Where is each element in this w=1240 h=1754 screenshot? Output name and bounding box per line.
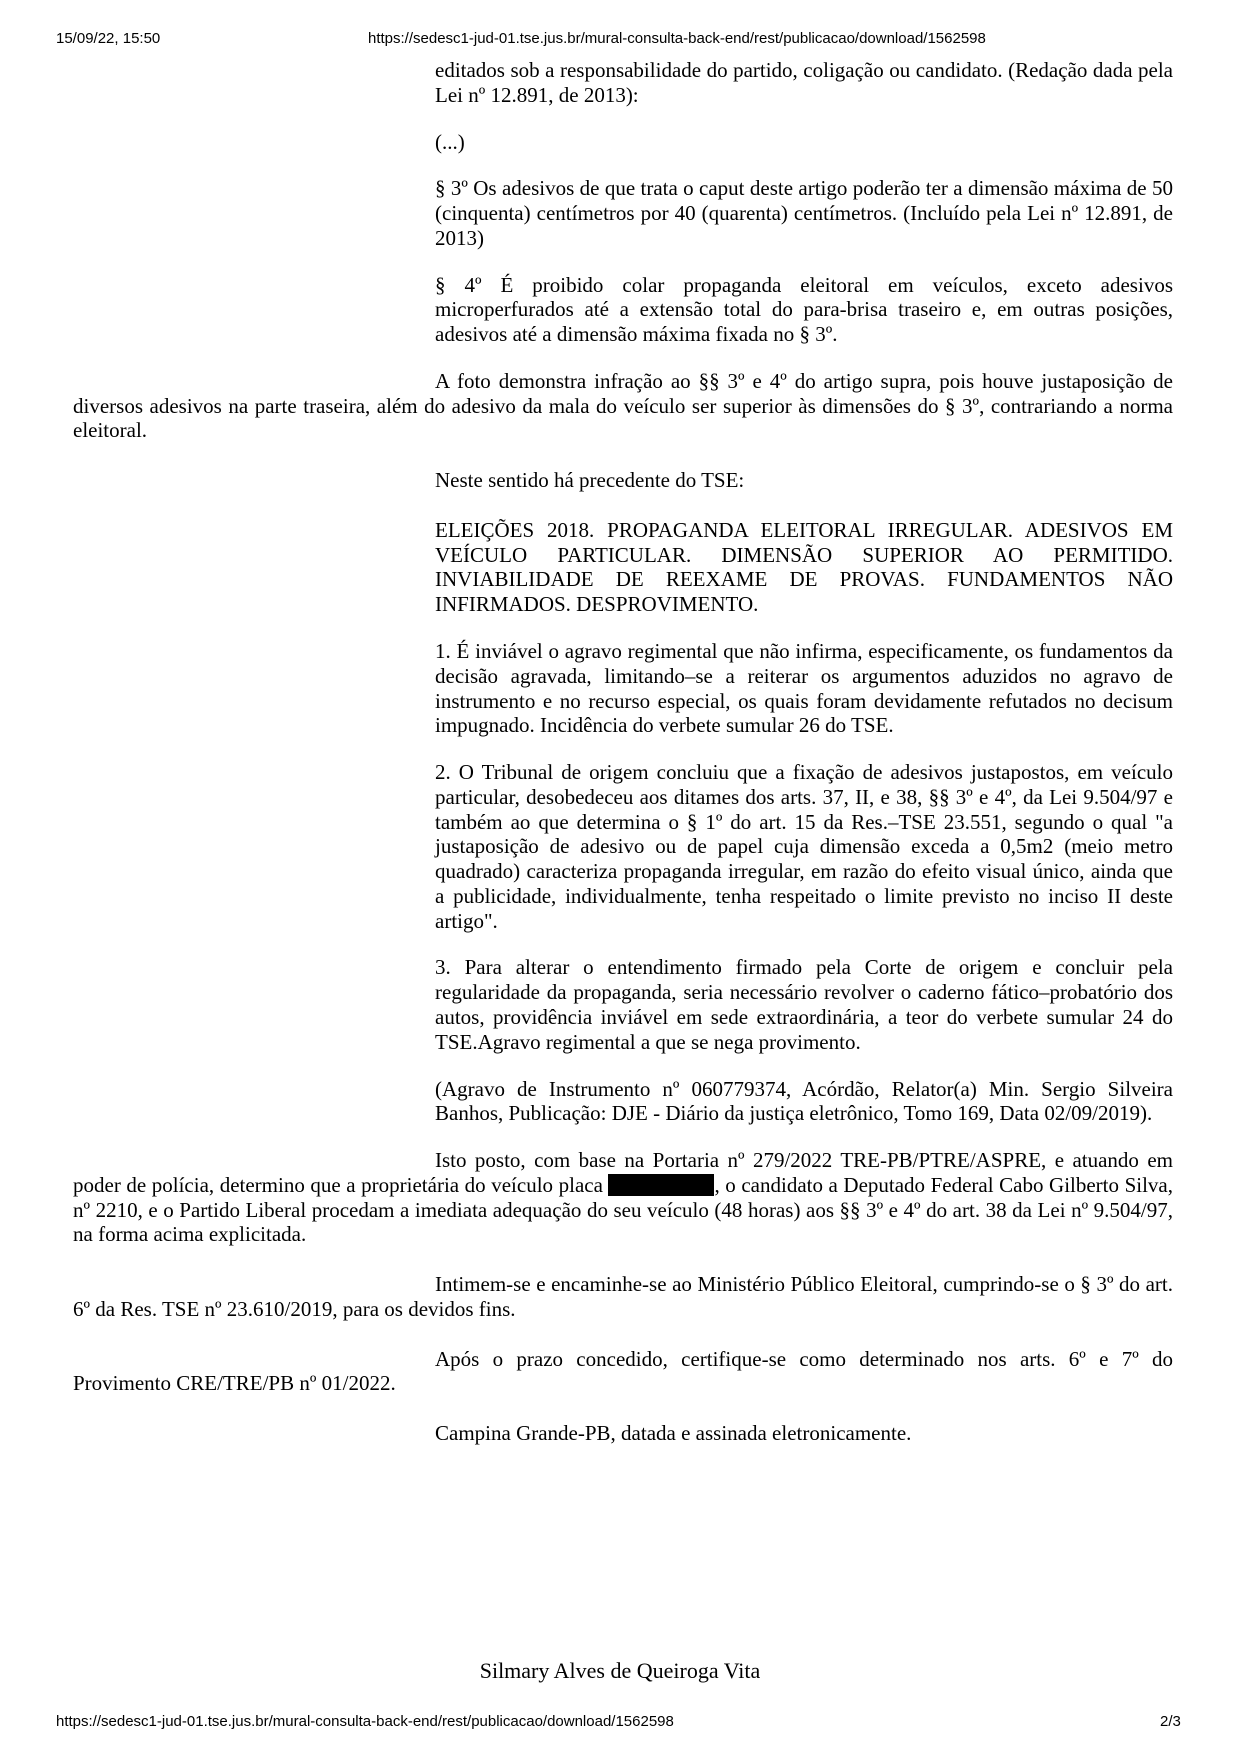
precedent-citation: (Agravo de Instrumento nº 060779374, Acórdão, Relator(a) Min. Sergio Silveira Banhos, Publicação: DJE - Diário da justiça eletrônico, Tomo 169, Data 02/09/2019). xyxy=(435,1076,1173,1126)
footer-url: https://sedesc1-jud-01.tse.jus.br/mural-consulta-back-end/rest/publicacao/download/1562598 xyxy=(56,1713,674,1730)
law-quote-paragraph-4: § 4º É proibido colar propaganda eleitoral em veículos, exceto adesivos microperfurados até a extensão total do para-brisa traseiro e, em outras posições, adesivos até a dimensão máxima fixada no § 3º. xyxy=(435,272,1173,347)
decision-paragraph xyxy=(73,1148,1173,1247)
decision-text-start: Isto posto, com base na Portaria nº 279/2022 TRE-PB/PTRE/ASPRE, e atuando em poder de polícia, determino que a proprietária do veículo placa xyxy=(73,1148,1173,1197)
precedent-item-2: 2. O Tribunal de origem concluiu que a fixação de adesivos justapostos, em veículo particular, desobedeceu aos ditames dos arts. 37, II, e 38, §§ 3º e 4º, da Lei 9.504/97 e também ao que determina o § 1º do art. 15 da Res.–TSE 23.551, segundo o qual "a justaposição de adesivo ou de papel cuja dimensão exceda a 0,5m2 (meio metro quadrado) caracteriza propaganda irregular, em razão do efeito visual único, ainda que a publicidade, individualmente, tenha respeitado o limite previsto no inciso II deste artigo". xyxy=(435,760,1173,933)
page-number: 2/3 xyxy=(1160,1713,1181,1730)
precedent-item-3: 3. Para alterar o entendimento firmado pela Corte de origem e concluir pela regularidade da propaganda, seria necessário revolver o caderno fático–probatório dos autos, providência inviável em sede extraordinária, a teor do verbete sumular 24 do TSE.Agravo regimental a que se nega provimento. xyxy=(435,955,1173,1054)
print-url: https://sedesc1-jud-01.tse.jus.br/mural-consulta-back-end/rest/publicacao/download/1562598 xyxy=(368,30,986,47)
certify-paragraph: Após o prazo concedido, certifique-se como determinado nos arts. 6º e 7º do Provimento CRE/TRE/PB nº 01/2022. xyxy=(73,1346,1173,1396)
law-quote-continuation: editados sob a responsabilidade do partido, coligação ou candidato. (Redação dada pela Lei nº 12.891, de 2013): xyxy=(435,58,1173,107)
law-quote-ellipsis: (...) xyxy=(435,129,465,154)
place-date-paragraph: Campina Grande-PB, datada e assinada eletronicamente. xyxy=(435,1421,912,1446)
intimation-paragraph: Intimem-se e encaminhe-se ao Ministério Público Eleitoral, cumprindo-se o § 3º do art. 6º da Res. TSE nº 23.610/2019, para os devidos fins. xyxy=(73,1272,1173,1321)
redacted-plate xyxy=(608,1174,714,1196)
signature-name: Silmary Alves de Queiroga Vita xyxy=(479,1658,761,1683)
photo-infraction-paragraph: A foto demonstra infração ao §§ 3º e 4º do artigo supra, pois houve justaposição de diversos adesivos na parte traseira, além do adesivo da mala do veículo ser superior às dimensões do § 3º, contrariando a norma eleitoral. xyxy=(73,368,1173,443)
precedent-headnote: ELEIÇÕES 2018. PROPAGANDA ELEITORAL IRREGULAR. ADESIVOS EM VEÍCULO PARTICULAR. DIMENSÃO SUPERIOR AO PERMITIDO. INVIABILIDADE DE REEXAME DE PROVAS. FUNDAMENTOS NÃO INFIRMADOS. DESPROVIMENTO. xyxy=(435,517,1173,617)
print-datetime: 15/09/22, 15:50 xyxy=(56,30,161,47)
law-quote-paragraph-3: § 3º Os adesivos de que trata o caput deste artigo poderão ter a dimensão máxima de 50 (cinquenta) centímetros por 40 (quarenta) centímetros. (Incluído pela Lei nº 12.891, de 2013) xyxy=(435,176,1173,250)
precedent-item-1: 1. É inviável o agravo regimental que não infirma, especificamente, os fundamentos da decisão agravada, limitando–se a reiterar os argumentos aduzidos no agravo de instrumento e no recurso especial, os quais foram devidamente refutados no decisum impugnado. Incidência do verbete sumular 26 do TSE. xyxy=(435,639,1173,738)
decision-text-end: , o candidato a Deputado Federal Cabo Gilberto Silva, nº 2210, e o Partido Liberal procedam a imediata adequação do seu veículo (48 horas) aos §§ 3º e 4º do art. 38 da Lei nº 9.504/97, na forma acima explicitada. xyxy=(73,1172,1173,1247)
precedent-intro: Neste sentido há precedente do TSE: xyxy=(435,468,745,493)
document-body xyxy=(73,58,1173,1471)
